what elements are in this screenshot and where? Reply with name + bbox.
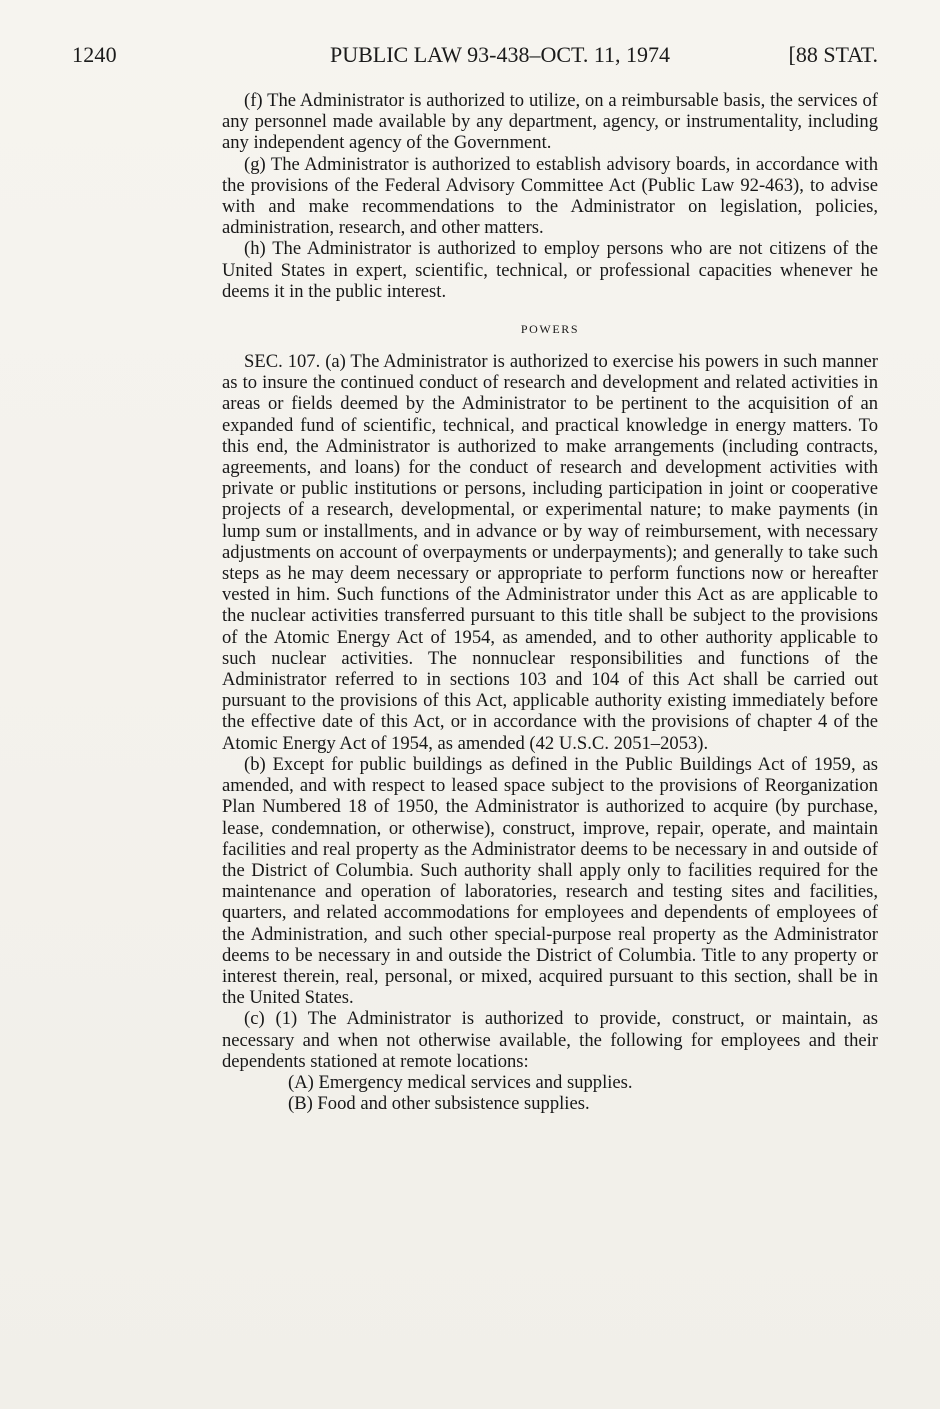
list-item-b: (B) Food and other subsistence supplies. [288, 1093, 590, 1115]
paragraph-g: (g) The Administrator is authorized to establish advisory boards, in accordance with the provisions of the Federal Advisory Committee Act (Public Law 92-463), to advise with and make recommendations to the Administrator on legislation, policies, administration, research, and other matters. [222, 153, 878, 239]
statute-reference: [88 STAT. [788, 42, 878, 67]
section-heading: POWERS [520, 322, 580, 337]
section-107-a-text: (a) The Administrator is authorized to exercise his powers in such manner as to insure the continued conduct of research and development and related activities in areas or fields deemed by the Administrator to be pertinent to the acquisition of an expanded fund of scientific, technical, and practical knowledge in energy matters. To this end, the Administrator is authorized to make arrangements (including contracts, agreements, and loans) for the conduct of research and development activities with private or public institutions or persons, including participation in joint or cooperative projects of a research, developmental, or experimental nature; to make payments (in lump sum or installments, and in advance or by way of reimbursement, with necessary adjustments on account of overpayments or underpayments); and generally to take such steps as he may deem necessary or appropriate to perform functions now or hereafter vested in him. Such functions of the Administrator under this Act as are applicable to the nuclear activities transferred pursuant to this title shall be subject to the provisions of the Atomic Energy Act of 1954, as amended, and to other authority applicable to such nuclear activities. The nonnuclear responsibilities and functions of the Administrator referred to in sections 103 and 104 of this Act shall be carried out pursuant to the provisions of this Act, applicable authority existing immediately before the effective date of this Act, or in accordance with the provisions of chapter 4 of the Atomic Energy Act of 1954, as amended (42 U.S.C. 2051–2053). [222, 351, 878, 754]
section-107-paragraph-a [222, 351, 878, 754]
list-item-a: (A) Emergency medical services and supplies. [288, 1071, 633, 1093]
margin-notes [0, 0, 220, 1409]
body-text [222, 90, 878, 1114]
section-label: SEC. 107. [244, 351, 321, 373]
section-107-paragraph-c1: (c) (1) The Administrator is authorized to provide, construct, or maintain, as necessary and when not otherwise available, the following for employees and their dependents stationed at remote locations: [222, 1008, 878, 1072]
section-107-paragraph-b: (b) Except for public buildings as defined in the Public Buildings Act of 1959, as amended, and with respect to leased space subject to the provisions of Reorganization Plan Numbered 18 of 1950, the Administrator is authorized to acquire (by purchase, lease, condemnation, or otherwise), construct, improve, repair, operate, and maintain facilities and real property as the Administrator deems to be necessary in and outside of the District of Columbia. Such authority shall apply only to facilities required for the maintenance and operation of laboratories, research and testing sites and facilities, quarters, and related accommodations for employees and dependents of employees of the Administration, and such other special-purpose real property as the Administrator deems to be necessary in and outside the District of Columbia. Title to any property or interest therein, real, personal, or mixed, acquired pursuant to this section, shall be in the United States. [222, 753, 878, 1009]
running-head: PUBLIC LAW 93-438–OCT. 11, 1974 [330, 42, 671, 67]
paragraph-h: (h) The Administrator is authorized to employ persons who are not citizens of the United States in expert, scientific, technical, or professional capacities whenever he deems it in the public interest. [222, 238, 878, 302]
paragraph-f: (f) The Administrator is authorized to utilize, on a reimbursable basis, the services of any personnel made available by any department, agency, or instrumentality, including any independent agency of the Government. [222, 90, 878, 154]
page-number: 1240 [72, 42, 117, 67]
